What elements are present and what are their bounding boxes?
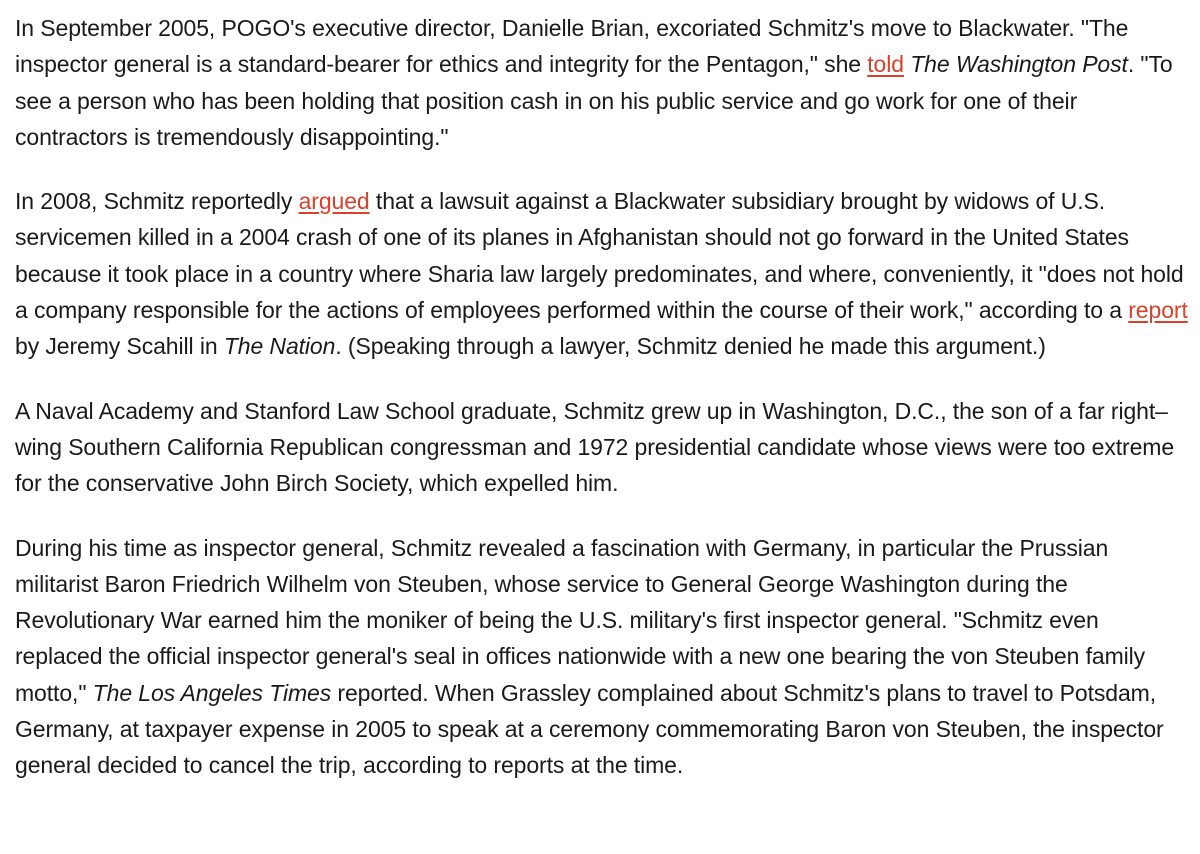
text-span: reported. When Grassley complained about Schmitz's plans to travel to Potsdam, Germany, at taxpayer expense in 2005 to speak at a ceremony commemorating Baron von Steuben, the inspector general decided to cancel the trip, according to reports at the time. (15, 679, 1164, 779)
paragraph-background (15, 393, 1190, 502)
text-span: In September 2005, POGO's executive director, Danielle Brian, excoriated Schmitz's move to Blackwater. "The inspector general is a standard-bearer for ethics and integrity for the Pentagon," she (15, 15, 1129, 78)
paragraph-lawsuit (15, 183, 1190, 364)
argued-link[interactable]: argued (298, 188, 370, 215)
text-span: . "To see a person who has been holding that position cash in on his public service and go work for one of their contractors is tremendously disappointing." (15, 51, 1173, 150)
text-span: by Jeremy Scahill in (15, 333, 224, 360)
paragraph-von-steuben (15, 530, 1190, 784)
text-span: In 2008, Schmitz reportedly (15, 188, 299, 215)
text-span: A Naval Academy and Stanford Law School graduate, Schmitz grew up in Washington, D.C., the son of a far right–wing Southern California Republican congressman and 1972 presidential candidate whose views were too extreme for the conservative John Birch Society, which expelled him. (15, 397, 1175, 497)
text-span: . (Speaking through a lawyer, Schmitz denied he made this argument.) (335, 333, 1046, 360)
text-span: that a lawsuit against a Blackwater subsidiary brought by widows of U.S. servicemen killed in a 2004 crash of one of its planes in Afghanistan should not go forward in the United States because it took place in a country where Sharia law largely predominates, and where, conveniently, it "does not hold a company responsible for the actions of employees performed within the course of their work," according to a (15, 188, 1184, 324)
paragraph-pogo-criticism (15, 10, 1190, 155)
publication-title: The Washington Post (910, 51, 1128, 78)
told-link[interactable]: told (867, 51, 904, 78)
text-span: During his time as inspector general, Schmitz revealed a fascination with Germany, in particular the Prussian militarist Baron Friedrich Wilhelm von Steuben, whose service to General George Washington during the Revolutionary War earned him the moniker of being the U.S. military's first inspector general. "Schmitz even replaced the official inspector general's seal in offices nationwide with a new one bearing the von Steuben family motto," (15, 534, 1146, 706)
publication-title: The Nation (223, 333, 336, 360)
article-body (15, 10, 1190, 812)
publication-title: The Los Angeles Times (92, 679, 332, 706)
report-link[interactable]: report (1128, 297, 1188, 324)
